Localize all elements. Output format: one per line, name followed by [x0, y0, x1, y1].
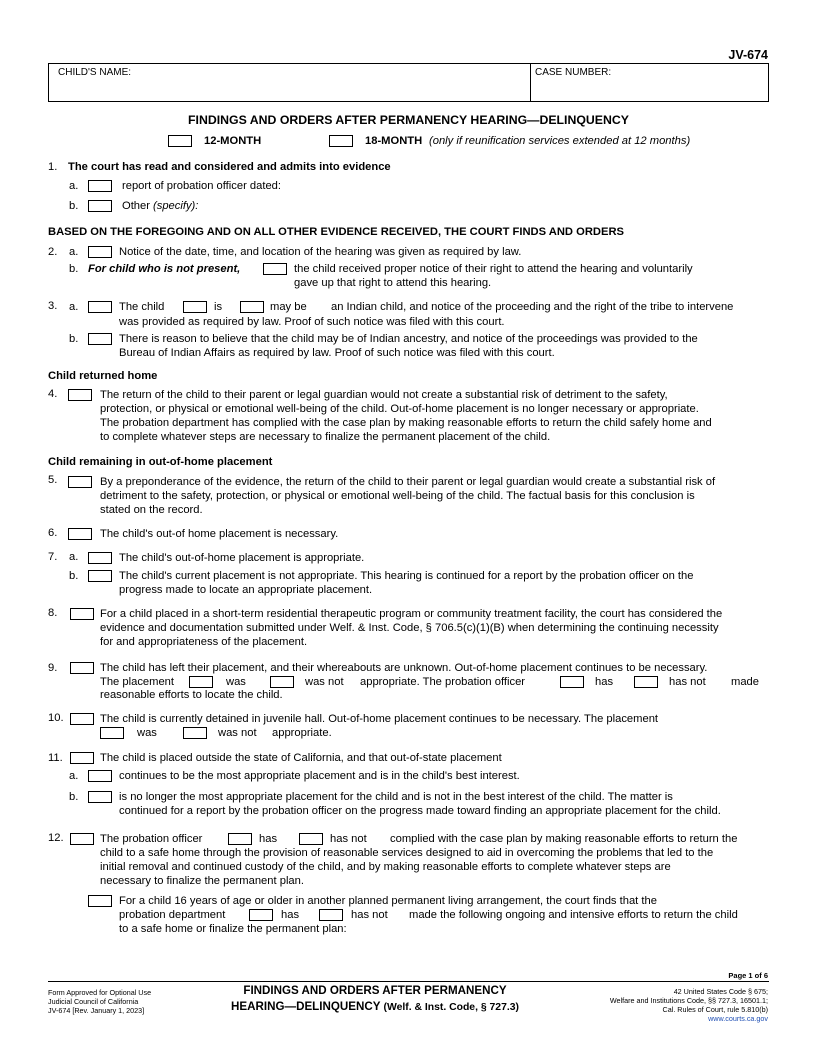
item12-officer: The probation officer	[100, 833, 203, 845]
item1-text: The court has read and considered and admits into evidence	[68, 161, 391, 173]
item3a-may-be-checkbox[interactable]	[240, 301, 264, 313]
footer-left-1: Form Approved for Optional Use	[48, 988, 152, 997]
item3a-may-be: may be	[270, 301, 307, 313]
item12-sub-text1: For a child 16 years of age or older in another planned permanent living arrangement, the court finds that the	[119, 895, 657, 907]
item7b-checkbox[interactable]	[88, 570, 112, 582]
item12-sub-checkbox[interactable]	[88, 895, 112, 907]
item12-sub-has-checkbox[interactable]	[249, 909, 273, 921]
item12-text1-rest: complied with the case plan by making reasonable efforts to return the	[390, 833, 738, 845]
item3b-text2: Bureau of Indian Affairs as required by law. Proof of such notice was filed with this court.	[119, 347, 555, 359]
item8-line3: for and appropriateness of the placement.	[100, 636, 308, 648]
item11-number: 11.	[48, 752, 63, 764]
item11-checkbox[interactable]	[70, 752, 94, 764]
footer-title-2	[200, 999, 550, 1015]
twelve-month-checkbox[interactable]	[168, 135, 192, 147]
section-child-returned-home: Child returned home	[48, 370, 158, 382]
item12-sub-rest: made the following ongoing and intensive efforts to return the child	[409, 909, 738, 921]
item4-checkbox[interactable]	[68, 389, 92, 401]
item3b-checkbox[interactable]	[88, 333, 112, 345]
item9-checkbox[interactable]	[70, 662, 94, 674]
footer-right-3: Cal. Rules of Court, rule 5.810(b)	[662, 1005, 768, 1014]
item10-was-not-checkbox[interactable]	[183, 727, 207, 739]
item7a-text: The child's out-of-home placement is appropriate.	[119, 552, 365, 564]
eighteen-month-label: 18-MONTH	[365, 135, 423, 147]
item11-text: The child is placed outside the state of California, and that out-of-state placement	[100, 752, 502, 764]
item4-line1: The return of the child to their parent or legal guardian would not create a substantial risk of detriment to the safety,	[100, 389, 668, 401]
item10-was-checkbox[interactable]	[100, 727, 124, 739]
item12-sub-has: has	[281, 909, 300, 921]
item8-line2: evidence and documentation submitted under Welf. & Inst. Code, § 706.5(c)(1)(B) when determining the continuing necessity	[100, 622, 719, 634]
item12-sub-has-not: has not	[351, 909, 388, 921]
item5-line1: By a preponderance of the evidence, the return of the child to their parent or legal guardian would create a substantial risk of	[100, 476, 716, 488]
caption-box	[48, 63, 769, 102]
item4-line2: protection, or physical or emotional well-being of the child. Out-of-home placement is no longer necessary or appropriate.	[100, 403, 699, 415]
item12-has: has	[259, 833, 278, 845]
item9-has: has	[595, 676, 614, 688]
item2b-checkbox[interactable]	[263, 263, 287, 275]
eighteen-month-checkbox[interactable]	[329, 135, 353, 147]
caption-divider	[530, 63, 531, 102]
item3a-rest2: was provided as required by law. Proof of such notice was filed with this court.	[119, 316, 505, 328]
item6-number: 6.	[48, 527, 58, 539]
item1a-checkbox[interactable]	[88, 180, 112, 192]
item10-was: was	[137, 727, 157, 739]
item10-number: 10.	[48, 712, 64, 724]
item5-number: 5.	[48, 474, 58, 486]
item10-appropriate: appropriate.	[272, 727, 332, 739]
item7a-checkbox[interactable]	[88, 552, 112, 564]
footer-left-3: JV-674 [Rev. January 1, 2023]	[48, 1006, 145, 1015]
item4-number: 4.	[48, 388, 58, 400]
item1a-text: report of probation officer dated:	[122, 180, 282, 192]
item2-number: 2.	[48, 246, 58, 258]
item1b-checkbox[interactable]	[88, 200, 112, 212]
item2b-text2: gave up that right to attend this hearing.	[294, 277, 492, 289]
item1b-text: Other	[122, 200, 150, 212]
item3a-is-checkbox[interactable]	[183, 301, 207, 313]
item11b-label: b.	[69, 791, 79, 803]
item9-number: 9.	[48, 662, 58, 674]
item3a-is: is	[214, 301, 223, 313]
item11a-checkbox[interactable]	[88, 770, 112, 782]
item9-appropriate: appropriate. The probation officer	[360, 676, 526, 688]
item9-made: made	[731, 676, 759, 688]
item1b-specify: (specify):	[153, 200, 199, 212]
footer-left-2: Judicial Council of California	[48, 997, 139, 1006]
item9-was: was	[226, 676, 246, 688]
item4-line4: to complete whatever steps are necessary to finalize the permanent placement of the child.	[100, 431, 551, 443]
item12-checkbox[interactable]	[70, 833, 94, 845]
item7b-text2: progress made to locate an appropriate placement.	[119, 584, 373, 596]
item12-sub-text3: to a safe home or finalize the permanent plan:	[119, 923, 347, 935]
item9-text3: reasonable efforts to locate the child.	[100, 689, 283, 701]
item7b-text1: The child's current placement is not appropriate. This hearing is continued for a report by the probation officer on the	[119, 570, 694, 582]
item11a-label: a.	[69, 770, 79, 782]
item8-checkbox[interactable]	[70, 608, 94, 620]
item12-has-checkbox[interactable]	[228, 833, 252, 845]
footer-title-1: FINDINGS AND ORDERS AFTER PERMANENCY	[243, 984, 507, 997]
form-id: JV-674	[728, 48, 768, 62]
item3a-label: a.	[69, 301, 79, 313]
item4-line3: The probation department has complied with the case plan by making reasonable efforts to return the child safely home and	[100, 417, 712, 429]
item7a-label: a.	[69, 551, 79, 563]
item2b-label: b.	[69, 263, 79, 275]
item1b-label: b.	[69, 200, 79, 212]
footer-rule	[48, 981, 769, 982]
footer-title-2a: HEARING—DELINQUENCY	[231, 1000, 381, 1013]
item7-number: 7.	[48, 551, 58, 563]
item3a-checkbox[interactable]	[88, 301, 112, 313]
item9-was-not-checkbox[interactable]	[270, 676, 294, 688]
form-title: FINDINGS AND ORDERS AFTER PERMANENCY HEARING—DELINQUENCY	[188, 113, 629, 127]
item2a-label: a.	[69, 246, 79, 258]
item10-was-not: was not	[218, 727, 257, 739]
case-number-label: CASE NUMBER:	[535, 67, 612, 78]
item9-has-checkbox[interactable]	[560, 676, 584, 688]
item2b-text1: the child received proper notice of their right to attend the hearing and voluntarily	[294, 263, 693, 275]
item6-text: The child's out-of home placement is necessary.	[100, 528, 339, 540]
courts-website-link[interactable]: www.courts.ca.gov	[708, 1014, 768, 1023]
item7b-label: b.	[69, 570, 79, 582]
item2a-checkbox[interactable]	[88, 246, 112, 258]
item12-has-not: has not	[330, 833, 367, 845]
item5-line2: detriment to the safety, protection, or physical or emotional well-being of the child. The factual basis for this conclusion is	[100, 490, 695, 502]
item8-line1: For a child placed in a short-term residential therapeutic program or community treatment facility, the court has considered the	[100, 608, 723, 620]
item3a-the-child: The child	[119, 301, 165, 313]
item9-has-not: has not	[669, 676, 706, 688]
item9-was-checkbox[interactable]	[189, 676, 213, 688]
item3b-text1: There is reason to believe that the child may be of Indian ancestry, and notice of the proceedings was provided to the	[119, 333, 698, 345]
item11b-text2: continued for a report by the probation officer on the progress made toward finding an appropriate placement for the child.	[119, 805, 721, 817]
item5-checkbox[interactable]	[68, 476, 92, 488]
eighteen-month-note: (only if reunification services extended at 12 months)	[429, 135, 691, 147]
item10-text1: The child is currently detained in juvenile hall. Out-of-home placement continues to be necessary. The placement	[100, 713, 659, 725]
footer-right-2: Welfare and Institutions Code, §§ 727.3, 16501.1;	[609, 996, 768, 1005]
item9-placement: The placement	[100, 676, 175, 688]
twelve-month-label: 12-MONTH	[204, 135, 262, 147]
item12-has-not-checkbox[interactable]	[299, 833, 323, 845]
item8-number: 8.	[48, 607, 58, 619]
item2a-text: Notice of the date, time, and location of the hearing was given as required by law.	[119, 246, 522, 258]
section-child-remaining: Child remaining in out-of-home placement	[48, 456, 273, 468]
findings-heading: BASED ON THE FOREGOING AND ON ALL OTHER EVIDENCE RECEIVED, THE COURT FINDS AND ORDERS	[48, 226, 624, 238]
item6-checkbox[interactable]	[68, 528, 92, 540]
childs-name-label: CHILD'S NAME:	[58, 67, 132, 78]
item12-line2: child to a safe home through the provision of reasonable services designed to aid in overcoming the problems that led to the	[100, 847, 714, 859]
item9-has-not-checkbox[interactable]	[634, 676, 658, 688]
item2b-lead: For child who is not present,	[88, 263, 241, 275]
item12-sub-has-not-checkbox[interactable]	[319, 909, 343, 921]
page-number: Page 1 of 6	[728, 971, 768, 980]
item9-was-not: was not	[305, 676, 344, 688]
item11b-text1: is no longer the most appropriate placement for the child and is not in the best interest of the child. The matter is	[119, 791, 673, 803]
footer-title-2b: (Welf. & Inst. Code, § 727.3)	[383, 1002, 519, 1013]
item10-checkbox[interactable]	[70, 713, 94, 725]
item12-number: 12.	[48, 832, 64, 844]
item12-sub-dept: probation department	[119, 909, 226, 921]
item12-line4: necessary to finalize the permanent plan.	[100, 875, 304, 887]
item5-line3: stated on the record.	[100, 504, 203, 516]
item11a-text: continues to be the most appropriate placement and is in the child's best interest.	[119, 770, 520, 782]
item1-number: 1.	[48, 161, 58, 173]
item1a-label: a.	[69, 180, 79, 192]
item3b-label: b.	[69, 333, 79, 345]
item12-line3: initial removal and continued custody of the child, and by making reasonable efforts to complete whatever steps are	[100, 861, 671, 873]
item3a-rest1: an Indian child, and notice of the proceeding and the right of the tribe to intervene	[331, 301, 734, 313]
footer-right-1: 42 United States Code § 675;	[673, 987, 768, 996]
item11b-checkbox[interactable]	[88, 791, 112, 803]
item9-text1: The child has left their placement, and their whereabouts are unknown. Out-of-home placement continues to be necessary.	[100, 662, 708, 674]
item3-number: 3.	[48, 300, 58, 312]
